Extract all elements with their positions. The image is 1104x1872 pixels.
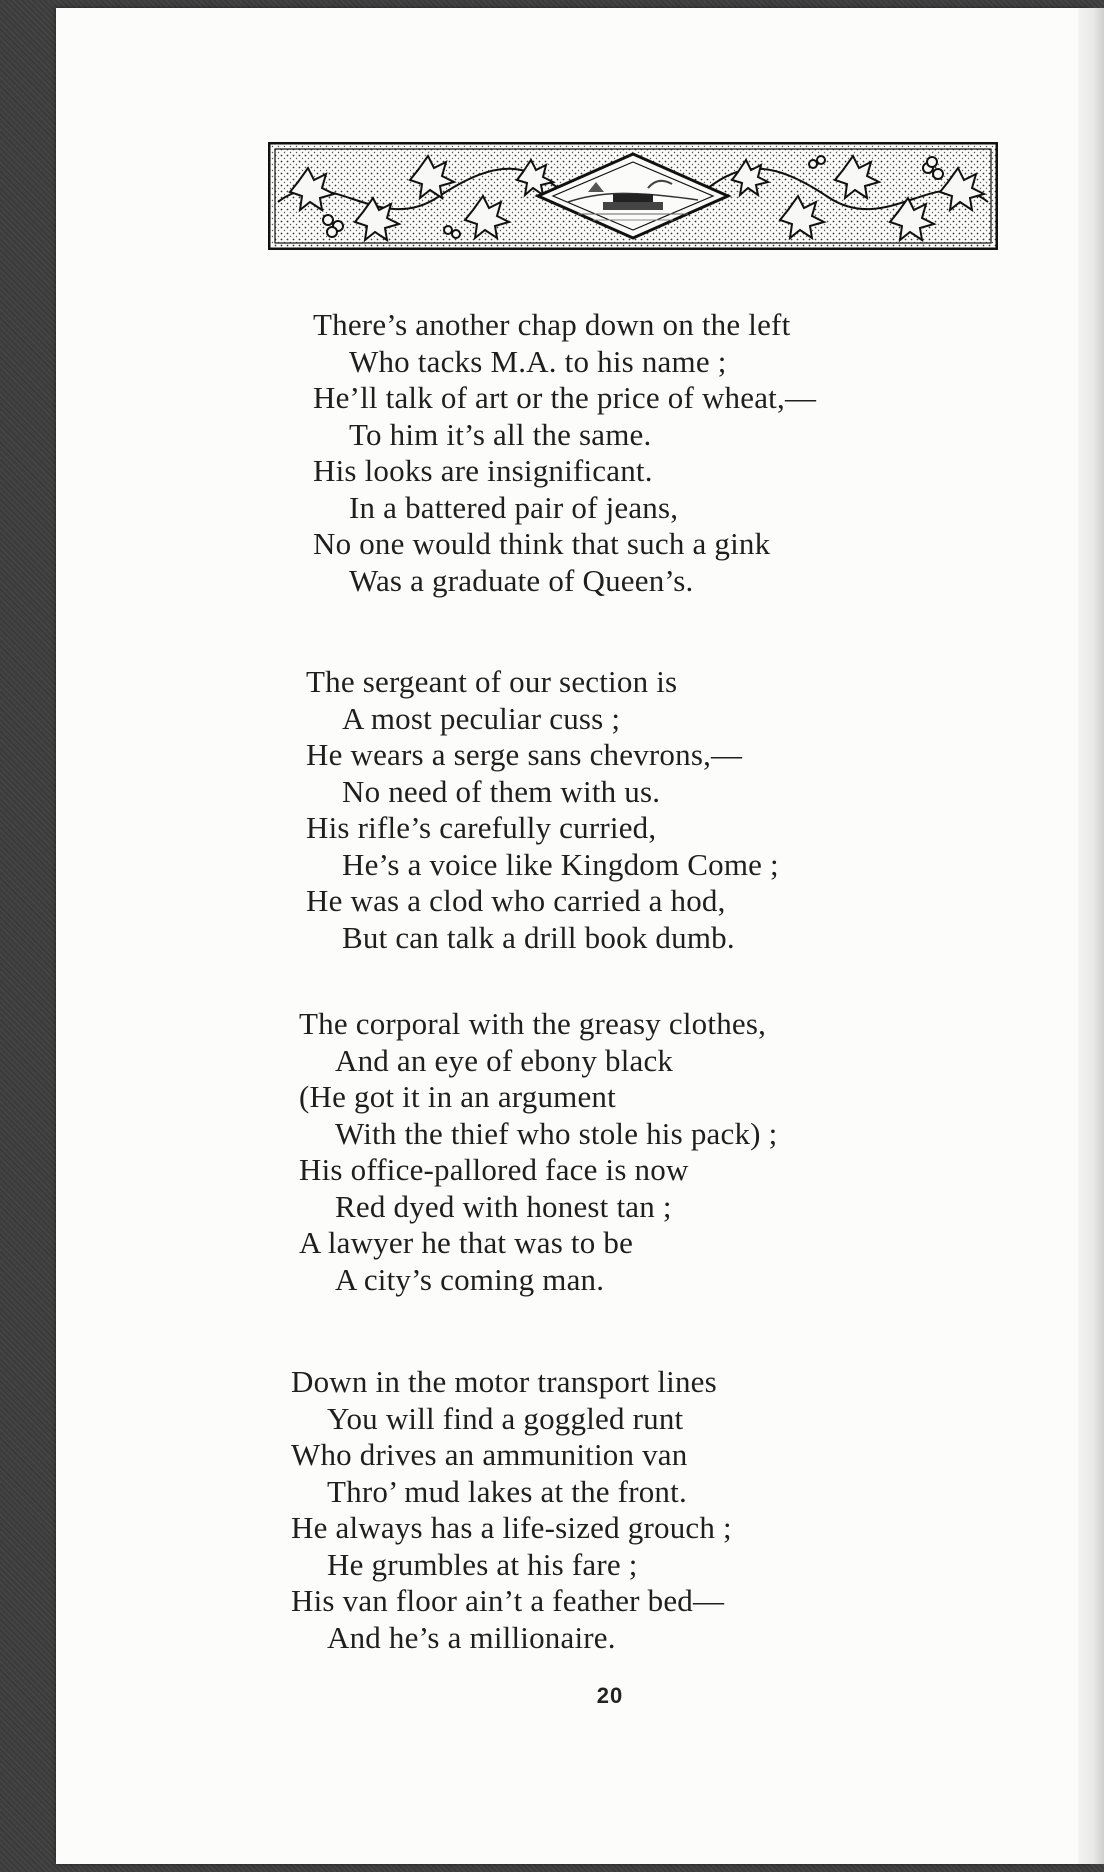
poem-line: In a battered pair of jeans, bbox=[349, 489, 679, 525]
poem-line: There’s another chap down on the left bbox=[313, 307, 791, 342]
poem-line: He’ll talk of art or the price of wheat,— bbox=[313, 380, 817, 415]
poem-line: No need of them with us. bbox=[342, 773, 661, 809]
poem-line: He’s a voice like Kingdom Come ; bbox=[342, 846, 779, 882]
poem-line: No one would think that such a gink bbox=[313, 526, 771, 561]
stanza-3 bbox=[299, 1006, 999, 1298]
stanza-1 bbox=[313, 307, 1013, 599]
poem-line: Who tacks M.A. to his name ; bbox=[349, 343, 727, 379]
poem-line: A most peculiar cuss ; bbox=[342, 700, 621, 736]
poem-line: His office-pallored face is now bbox=[299, 1152, 689, 1187]
poem-line: His van floor ain’t a feather bed— bbox=[291, 1583, 725, 1618]
poem-line: With the thief who stole his pack) ; bbox=[335, 1115, 778, 1151]
poem-line: (He got it in an argument bbox=[299, 1079, 616, 1114]
poem-line: A city’s coming man. bbox=[335, 1261, 605, 1297]
poem-line: His rifle’s carefully curried, bbox=[306, 810, 657, 845]
poem-line: Red dyed with honest tan ; bbox=[335, 1188, 672, 1224]
poem-line: And an eye of ebony black bbox=[335, 1042, 674, 1078]
poem-line: He wears a serge sans chevrons,— bbox=[306, 737, 743, 772]
poem-line: Thro’ mud lakes at the front. bbox=[327, 1473, 687, 1509]
poem-line: The corporal with the greasy clothes, bbox=[299, 1006, 767, 1041]
poem-line: Was a graduate of Queen’s. bbox=[349, 562, 694, 598]
poem-line: He was a clod who carried a hod, bbox=[306, 883, 726, 918]
poem-line: Down in the motor transport lines bbox=[291, 1364, 717, 1399]
poem-line: And he’s a millionaire. bbox=[327, 1619, 616, 1655]
poem-line: Who drives an ammunition van bbox=[291, 1437, 688, 1472]
poem-line: To him it’s all the same. bbox=[349, 416, 652, 452]
poem-line: He always has a life-sized grouch ; bbox=[291, 1510, 732, 1545]
poem-line: He grumbles at his fare ; bbox=[327, 1546, 638, 1582]
poem-line: A lawyer he that was to be bbox=[299, 1225, 634, 1260]
poem-line: The sergeant of our section is bbox=[306, 664, 678, 699]
poem-line: But can talk a drill book dumb. bbox=[342, 919, 735, 955]
poem-line: You will find a goggled runt bbox=[327, 1400, 684, 1436]
stanza-4 bbox=[291, 1364, 991, 1656]
page-number: 20 bbox=[596, 1683, 624, 1708]
poem-line: His looks are insignificant. bbox=[313, 453, 653, 488]
stanza-2 bbox=[306, 664, 1006, 956]
